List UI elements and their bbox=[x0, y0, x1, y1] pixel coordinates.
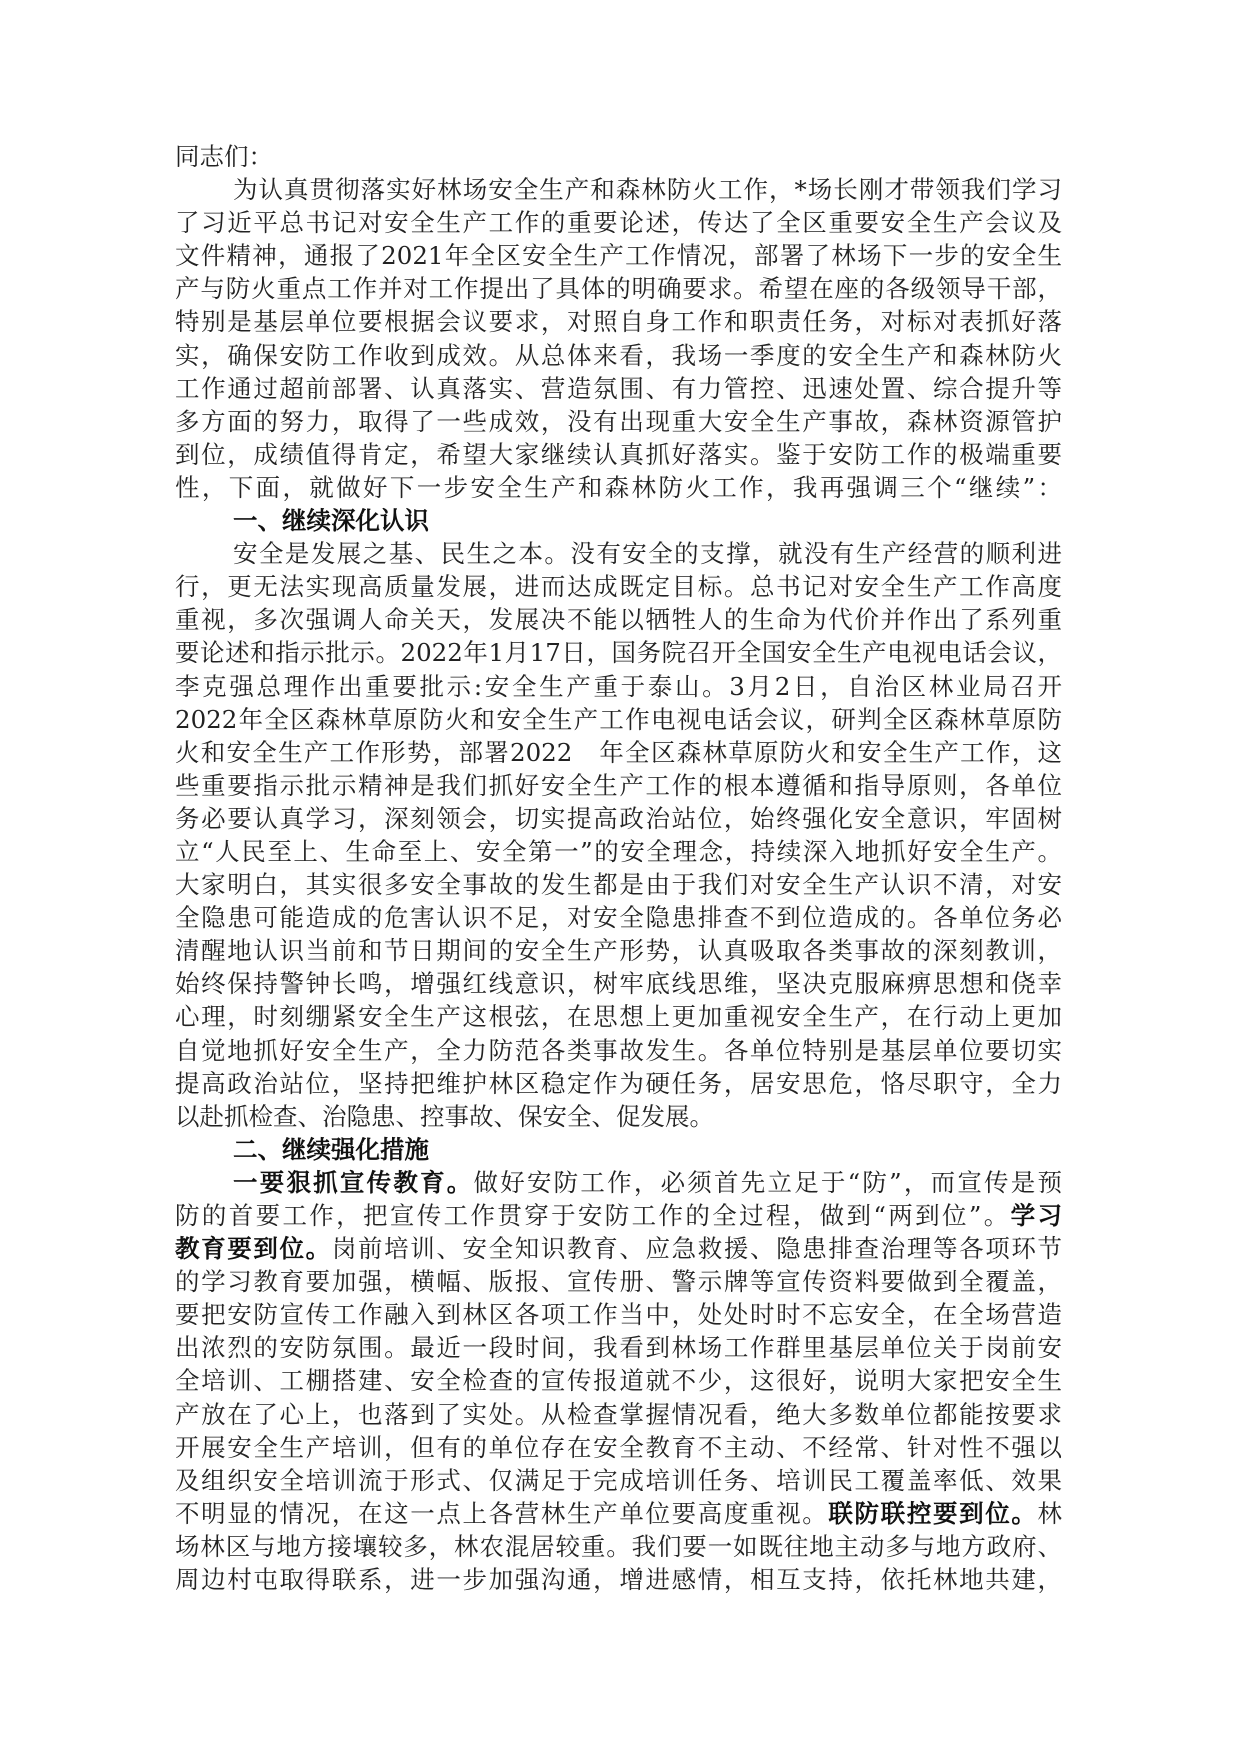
bold-text: 一要狠抓宣传教育。 bbox=[233, 1167, 474, 1197]
text-segment: 大家明白，其实很多安全事故的发生都是由于我们对安全生产认识不清，对安 bbox=[175, 870, 1062, 900]
text-line bbox=[175, 1431, 1062, 1464]
text-segment: 要把安防宣传工作融入到林区各项工作当中，处处时时不忘安全，在全场营造 bbox=[175, 1300, 1062, 1330]
text-segment: 提高政治站位，坚持把维护林区稳定作为硬任务，居安思危，恪尽职守，全力 bbox=[175, 1068, 1062, 1098]
text-segment: 些重要指示批示精神是我们抓好安全生产工作的根本遵循和指导原则，各单位 bbox=[175, 770, 1062, 800]
text-line bbox=[175, 1232, 1062, 1265]
text-segment: 岗前培训、安全知识教育、应急救援、隐患排查治理等各项环节 bbox=[331, 1234, 1063, 1264]
text-segment: 始终保持警钟长鸣，增强红线意识，树牢底线思维，坚决克服麻痹思想和侥幸 bbox=[175, 969, 1062, 999]
text-segment: 立“人民至上、生命至上、安全第一”的安全理念，持续深入地抓好安全生产。 bbox=[175, 836, 1062, 866]
text-segment: 了习近平总书记对安全生产工作的重要论述，传达了全区重要安全生产会议及 bbox=[175, 208, 1062, 238]
text-segment: 产与防火重点工作并对工作提出了具体的明确要求。希望在座的各级领导干部， bbox=[175, 274, 1062, 304]
text-line bbox=[175, 967, 1062, 1000]
text-segment: 的学习教育要加强，横幅、版报、宣传册、警示牌等宣传资料要做到全覆盖， bbox=[175, 1267, 1062, 1297]
text-line bbox=[175, 1265, 1062, 1298]
text-segment: 不明显的情况，在这一点上各营林生产单位要高度重视。 bbox=[175, 1498, 829, 1528]
text-segment: 实，确保安防工作收到成效。从总体来看，我场一季度的安全生产和森林防火 bbox=[175, 340, 1062, 370]
text-segment: 心理，时刻绷紧安全生产这根弦，在思想上更加重视安全生产，在行动上更加 bbox=[175, 1002, 1062, 1032]
text-line bbox=[175, 603, 1062, 636]
text-segment: 清醒地认识当前和节日期间的安全生产形势，认真吸取各类事故的深刻教训， bbox=[175, 936, 1062, 966]
text-segment: 自觉地抓好安全生产，全力防范各类事故发生。各单位特别是基层单位要切实 bbox=[175, 1035, 1062, 1065]
text-line bbox=[175, 305, 1062, 338]
text-line bbox=[175, 736, 1062, 769]
text-line bbox=[175, 1298, 1062, 1331]
text-line bbox=[175, 1034, 1062, 1067]
text-line bbox=[175, 703, 1062, 736]
text-segment: 行，更无法实现高质量发展，进而达成既定目标。总书记对安全生产工作高度 bbox=[175, 572, 1062, 602]
text-segment: 到位，成绩值得肯定，希望大家继续认真抓好落实。鉴于安防工作的极端重要 bbox=[175, 439, 1062, 469]
text-segment: 林 bbox=[1037, 1498, 1062, 1528]
text-line bbox=[175, 537, 1062, 570]
text-segment: 安全是发展之基、民生之本。没有安全的支撑，就没有生产经营的顺利进 bbox=[233, 539, 1062, 569]
text-segment: 出浓烈的安防氛围。最近一段时间，我看到林场工作群里基层单位关于岗前安 bbox=[175, 1333, 1062, 1363]
text-segment: 开展安全生产培训，但有的单位存在安全教育不主动、不经常、针对性不强以 bbox=[175, 1432, 1062, 1462]
text-line bbox=[175, 1000, 1062, 1033]
text-segment: 要论述和指示批示。2022年1月17日，国务院召开全国安全生产电视电话会议， bbox=[175, 638, 1062, 668]
text-line bbox=[175, 206, 1062, 239]
text-line bbox=[175, 1067, 1062, 1100]
text-segment: 特别是基层单位要根据会议要求，对照自身工作和职责任务，对标对表抓好落 bbox=[175, 307, 1062, 337]
text-segment: 重视，多次强调人命关天，发展决不能以牺牲人的生命为代价并作出了系列重 bbox=[175, 605, 1062, 635]
text-line bbox=[175, 1398, 1062, 1431]
text-line bbox=[175, 272, 1062, 305]
text-segment: 火和安全生产工作形势，部署2022 年全区森林草原防火和安全生产工作，这 bbox=[175, 737, 1062, 767]
text-line bbox=[175, 636, 1062, 669]
text-segment: 周边村屯取得联系，进一步加强沟通，增进感情，相互支持，依托林地共建， bbox=[175, 1565, 1062, 1595]
text-segment: 2022年全区森林草原防火和安全生产工作电视电话会议，研判全区森林草原防 bbox=[175, 704, 1062, 734]
text-line bbox=[175, 438, 1062, 471]
text-line bbox=[175, 868, 1062, 901]
text-segment: 同志们： bbox=[175, 142, 273, 171]
text-line bbox=[175, 934, 1062, 967]
text-segment: 全隐患可能造成的危害认识不足，对安全隐患排查不到位造成的。各单位务必 bbox=[175, 903, 1062, 933]
text-segment: 防的首要工作，把宣传工作贯穿于安防工作的全过程，做到“两到位”。 bbox=[175, 1201, 1011, 1230]
text-line bbox=[175, 901, 1062, 934]
bold-text: 二、继续强化措施 bbox=[233, 1134, 429, 1164]
text-segment: 文件精神，通报了2021年全区安全生产工作情况，部署了林场下一步的安全生 bbox=[175, 241, 1062, 271]
text-line bbox=[175, 1166, 1062, 1199]
text-line bbox=[175, 1331, 1062, 1364]
text-line bbox=[175, 1464, 1062, 1497]
text-segment: 工作通过超前部署、认真落实、营造氛围、有力管控、迅速处置、综合提升等 bbox=[175, 373, 1062, 403]
bold-text: 一、继续深化认识 bbox=[233, 506, 429, 536]
text-line bbox=[175, 405, 1062, 438]
text-line bbox=[175, 1497, 1062, 1530]
text-segment: 做好安防工作，必须首先立足于“防”，而宣传是预 bbox=[473, 1167, 1062, 1197]
text-line bbox=[175, 1530, 1062, 1563]
bold-text: 联防联控要到位。 bbox=[828, 1498, 1038, 1528]
text-segment: 场林区与地方接壤较多，林农混居较重。我们要一如既往地主动多与地方政府、 bbox=[175, 1531, 1062, 1561]
text-line bbox=[175, 1364, 1062, 1397]
text-line bbox=[175, 835, 1062, 868]
text-line bbox=[175, 471, 1062, 504]
text-line bbox=[175, 173, 1062, 206]
text-line bbox=[175, 339, 1062, 372]
text-line bbox=[175, 802, 1062, 835]
text-line bbox=[175, 239, 1062, 272]
text-segment: 全培训、工棚搭建、安全检查的宣传报道就不少，这很好，说明大家把安全生 bbox=[175, 1366, 1062, 1396]
text-line bbox=[175, 570, 1062, 603]
text-line bbox=[175, 1100, 1062, 1133]
text-segment: 以赴抓检查、治隐患、控事故、保安全、促发展。 bbox=[175, 1101, 714, 1131]
text-line bbox=[175, 372, 1062, 405]
text-segment: 多方面的努力，取得了一些成效，没有出现重大安全生产事故，森林资源管护 bbox=[175, 406, 1062, 436]
bold-text: 学习 bbox=[1010, 1201, 1062, 1230]
text-line bbox=[175, 1199, 1062, 1232]
document-body bbox=[175, 140, 1062, 1596]
text-line bbox=[175, 670, 1062, 703]
text-line bbox=[175, 1563, 1062, 1596]
text-segment: 李克强总理作出重要批示:安全生产重于泰山。3月2日，自治区林业局召开 bbox=[175, 671, 1062, 701]
text-line bbox=[175, 1133, 1062, 1166]
text-segment: 性，下面，就做好下一步安全生产和森林防火工作，我再强调三个“继续”： bbox=[175, 472, 1062, 502]
text-line bbox=[175, 504, 1062, 537]
text-segment: 产放在了心上，也落到了实处。从检查掌握情况看，绝大多数单位都能按要求 bbox=[175, 1399, 1062, 1429]
text-line bbox=[175, 140, 1062, 173]
bold-text: 教育要到位。 bbox=[175, 1234, 332, 1264]
text-line bbox=[175, 769, 1062, 802]
text-segment: 为认真贯彻落实好林场安全生产和森林防火工作，*场长刚才带领我们学习 bbox=[233, 175, 1062, 205]
text-segment: 及组织安全培训流于形式、仅满足于完成培训任务、培训民工覆盖率低、效果 bbox=[175, 1465, 1062, 1495]
text-segment: 务必要认真学习，深刻领会，切实提高政治站位，始终强化安全意识，牢固树 bbox=[175, 803, 1062, 833]
